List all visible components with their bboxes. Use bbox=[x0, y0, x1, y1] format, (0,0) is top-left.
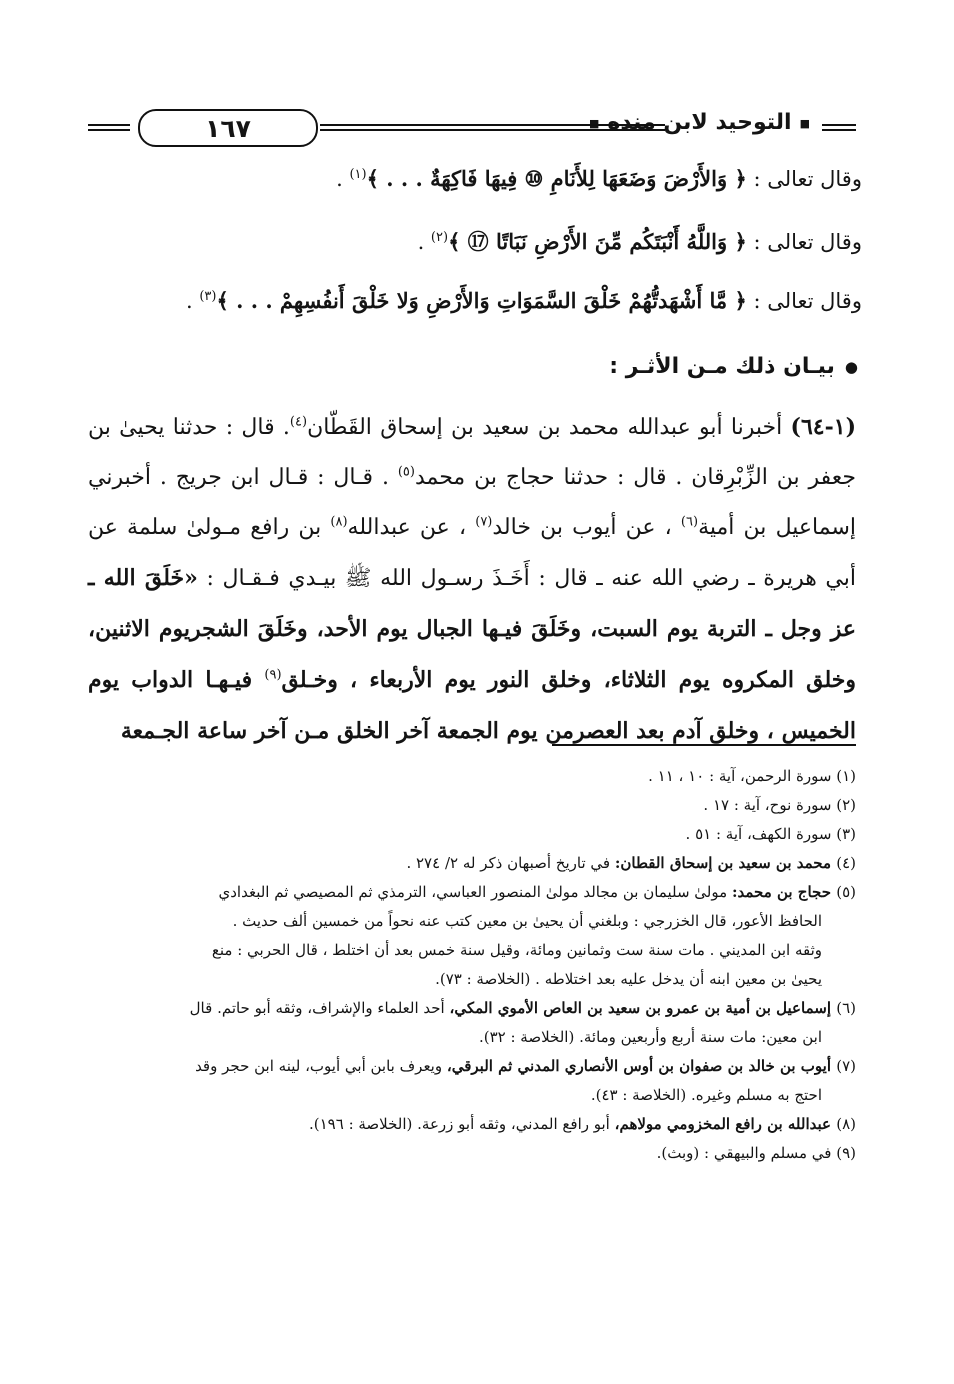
footnote-text: أبو رافع المدني، وثقه أبو زرعة. (الخلاصة : ١٩٦). bbox=[309, 1115, 615, 1133]
footnote-text: سورة الرحمن، آية : ١٠ ، ١١ . bbox=[648, 767, 837, 785]
header-rule-left bbox=[88, 124, 130, 131]
footnote-item bbox=[88, 762, 856, 791]
footnote-continuation bbox=[88, 1023, 856, 1052]
hadith-matn: «خَلَقَ الله ـ عز وجل ـ التربة يوم السبت، وخَلَقَ فيـها الجبال يوم الأحد، وخَلَقَ الشجريوم الاثنين، وخلق المكروه يوم الثلاثاء، وخلق النور يوم الأربعاء ، وخـلق bbox=[88, 565, 856, 693]
footnote-number: (١) bbox=[836, 767, 856, 785]
footnote-text: ويعرف بابن أبي أيوب، لينه ابن حجر وقد bbox=[195, 1057, 447, 1075]
verse-text: ﴿ وَاللَّهُ أَنْبَتَكُم مِّنَ الأَرْضِ نَبَاتًا ⑰ ﴾ bbox=[448, 229, 747, 254]
footnote-item bbox=[88, 791, 856, 820]
footnote-text: احتج به مسلم وغيره. (الخلاصة : ٤٣). bbox=[590, 1086, 822, 1104]
footnote-continuation bbox=[88, 965, 856, 994]
section-heading bbox=[609, 354, 858, 379]
footnote-item bbox=[88, 1110, 856, 1139]
footnote-ref: (٩) bbox=[264, 667, 282, 683]
footnote-text: أحد العلماء والإشراف، وثقه أبو حاتم. قال bbox=[189, 999, 450, 1017]
footnote-item bbox=[88, 820, 856, 849]
footnote-ref: (٥) bbox=[397, 464, 415, 480]
verse-line bbox=[336, 166, 862, 191]
footnote-name: عبدالله بن رافع المخزومي مولاهم، bbox=[614, 1115, 837, 1133]
hadith-number: (١-٦٤) bbox=[790, 414, 856, 440]
section-heading-text: بيـان ذلك مـن الأثـر : bbox=[609, 354, 835, 379]
footnote-continuation bbox=[88, 936, 856, 965]
hadith-text: بن رافع مـولىٰ سلمة عن أبي هريرة ـ رضي الله عنه ـ قال : أَخَـذَ رسـول الله ﷺ بيـدي فـقـال : bbox=[88, 515, 856, 591]
footnote-item bbox=[88, 849, 856, 878]
verse-end: . bbox=[185, 289, 200, 313]
verse-text: ﴿ مَّا أَشْهَدتُّهُمْ خَلْقَ السَّمَوَاتِ وَالأَرْضِ وَلا خَلْقَ أَنفُسِهِمْ . . . ﴾ bbox=[216, 288, 747, 313]
footnote-item bbox=[88, 878, 856, 907]
verse-intro: وقال تعالى : bbox=[753, 230, 862, 254]
footnote-number: (٨) bbox=[836, 1115, 856, 1133]
bullet-dot-icon: ● bbox=[844, 358, 858, 376]
footnote-number: (٢) bbox=[836, 796, 856, 814]
hadith-text: ، عن أيوب بن خالد bbox=[492, 515, 681, 540]
footnote-text: في مسلم والبيهقي : (وبث). bbox=[656, 1144, 837, 1162]
hadith-paragraph bbox=[88, 402, 856, 757]
footnote-name: إسماعيل بن أمية بن عمرو بن سعيد بن العاص الأموي المكي، bbox=[449, 999, 837, 1017]
header-rule-middle bbox=[320, 124, 665, 131]
footnote-ref: (٦) bbox=[680, 514, 699, 530]
footnote-text: يحيىٰ بن معين ابنه أن يدخل عليه بعد اختلاطه . (الخلاصة : ٧٣). bbox=[435, 970, 822, 988]
hadith-text: . قال : حدثنا يحيىٰ بن جعفر بن الزِّبْرِقان . قال : حدثنا حجاج بن محمد bbox=[88, 415, 856, 490]
footnote-number: (٣) bbox=[836, 825, 856, 843]
hadith-matn: فيـهـا الدواب يوم الخميس ، وخلق آدم بعد العصرمن يوم الجمعة آخر الخلق مـن آخر ساعة الجـمعة bbox=[88, 667, 856, 744]
footnote-text: الحافظ الأعور، قال الخزرجي : وبلغني أن يحيىٰ بن معين كتب عنه نحواً من خمسين ألف حديث . bbox=[232, 912, 822, 930]
verse-line bbox=[186, 288, 862, 313]
footnote-item bbox=[88, 1139, 856, 1168]
footnote-name: أيوب بن خالد بن صفوان بن أوس الأنصاري المدني ثم البرقي، bbox=[446, 1057, 837, 1075]
footnote-text: سورة الكهف، آية : ٥١ . bbox=[685, 825, 837, 843]
verse-intro: وقال تعالى : bbox=[753, 167, 862, 191]
footnote-item bbox=[88, 1052, 856, 1081]
footnote-number: (٥) bbox=[836, 883, 856, 901]
footnote-ref: (٤) bbox=[289, 414, 308, 430]
footnotes bbox=[88, 762, 856, 1168]
footnote-number: (٧) bbox=[836, 1057, 856, 1075]
footnote-separator bbox=[552, 744, 856, 746]
footnote-continuation bbox=[88, 907, 856, 936]
footnote-number: (٤) bbox=[836, 854, 856, 872]
hadith-text: أخبرنا أبو عبدالله محمد بن سعيد بن إسحاق القَطّان bbox=[307, 415, 791, 440]
footnote-name: محمد بن سعيد بن إسحاق القطان: bbox=[614, 854, 837, 872]
footnote-ref: (٣) bbox=[199, 289, 217, 304]
footnote-ref: (٧) bbox=[475, 514, 493, 530]
footnote-ref: (٨) bbox=[330, 514, 348, 530]
header-rule-right bbox=[822, 124, 856, 131]
footnote-item bbox=[88, 994, 856, 1023]
verse-line bbox=[418, 226, 862, 256]
footnote-text: سورة نوح، آية : ١٧ . bbox=[703, 796, 837, 814]
footnote-text: ابن معين: مات سنة أربع وأربعين ومائة. (الخلاصة : ٣٢). bbox=[478, 1028, 822, 1046]
footnote-text: وثقه ابن المديني . مات سنة ست وثمانين ومائة، وقيل سنة خمس بعد أن اختلط ، قال الحربي : منع bbox=[211, 941, 822, 959]
verse-end: . bbox=[336, 167, 350, 191]
footnote-number: (٦) bbox=[836, 999, 856, 1017]
footnote-text: مولىٰ سليمان بن مجالد مولىٰ المنصور العباسي، الترمذي ثم المصيصي ثم البغدادي bbox=[218, 883, 732, 901]
footnote-ref: (١) bbox=[349, 167, 367, 182]
footnote-number: (٩) bbox=[836, 1144, 856, 1162]
footnote-continuation bbox=[88, 1081, 856, 1110]
page-number: ١٦٧ bbox=[138, 109, 318, 147]
verse-intro: وقال تعالى : bbox=[753, 289, 862, 313]
hadith-text: . قـال : قـال ابن جريج . أخبرني إسماعيل بن أمية bbox=[88, 465, 856, 540]
verse-text: ﴿ وَالأَرْضَ وَضَعَهَا لِلأَنَامِ ⑩ فِيهَا فَاكِهَةٌ . . . ﴾ bbox=[366, 166, 747, 191]
book-title: ■ التوحيد لابن منده ■ bbox=[589, 110, 810, 135]
verse-end: . bbox=[417, 230, 431, 254]
footnote-text: في تاريخ أصبهان ذكر له ٢/ ٢٧٤ . bbox=[406, 854, 615, 872]
hadith-text: ، عن عبدالله bbox=[347, 515, 476, 540]
running-header bbox=[88, 108, 856, 150]
footnote-name: حجاج بن محمد: bbox=[731, 883, 837, 901]
footnote-ref: (٢) bbox=[430, 230, 449, 245]
